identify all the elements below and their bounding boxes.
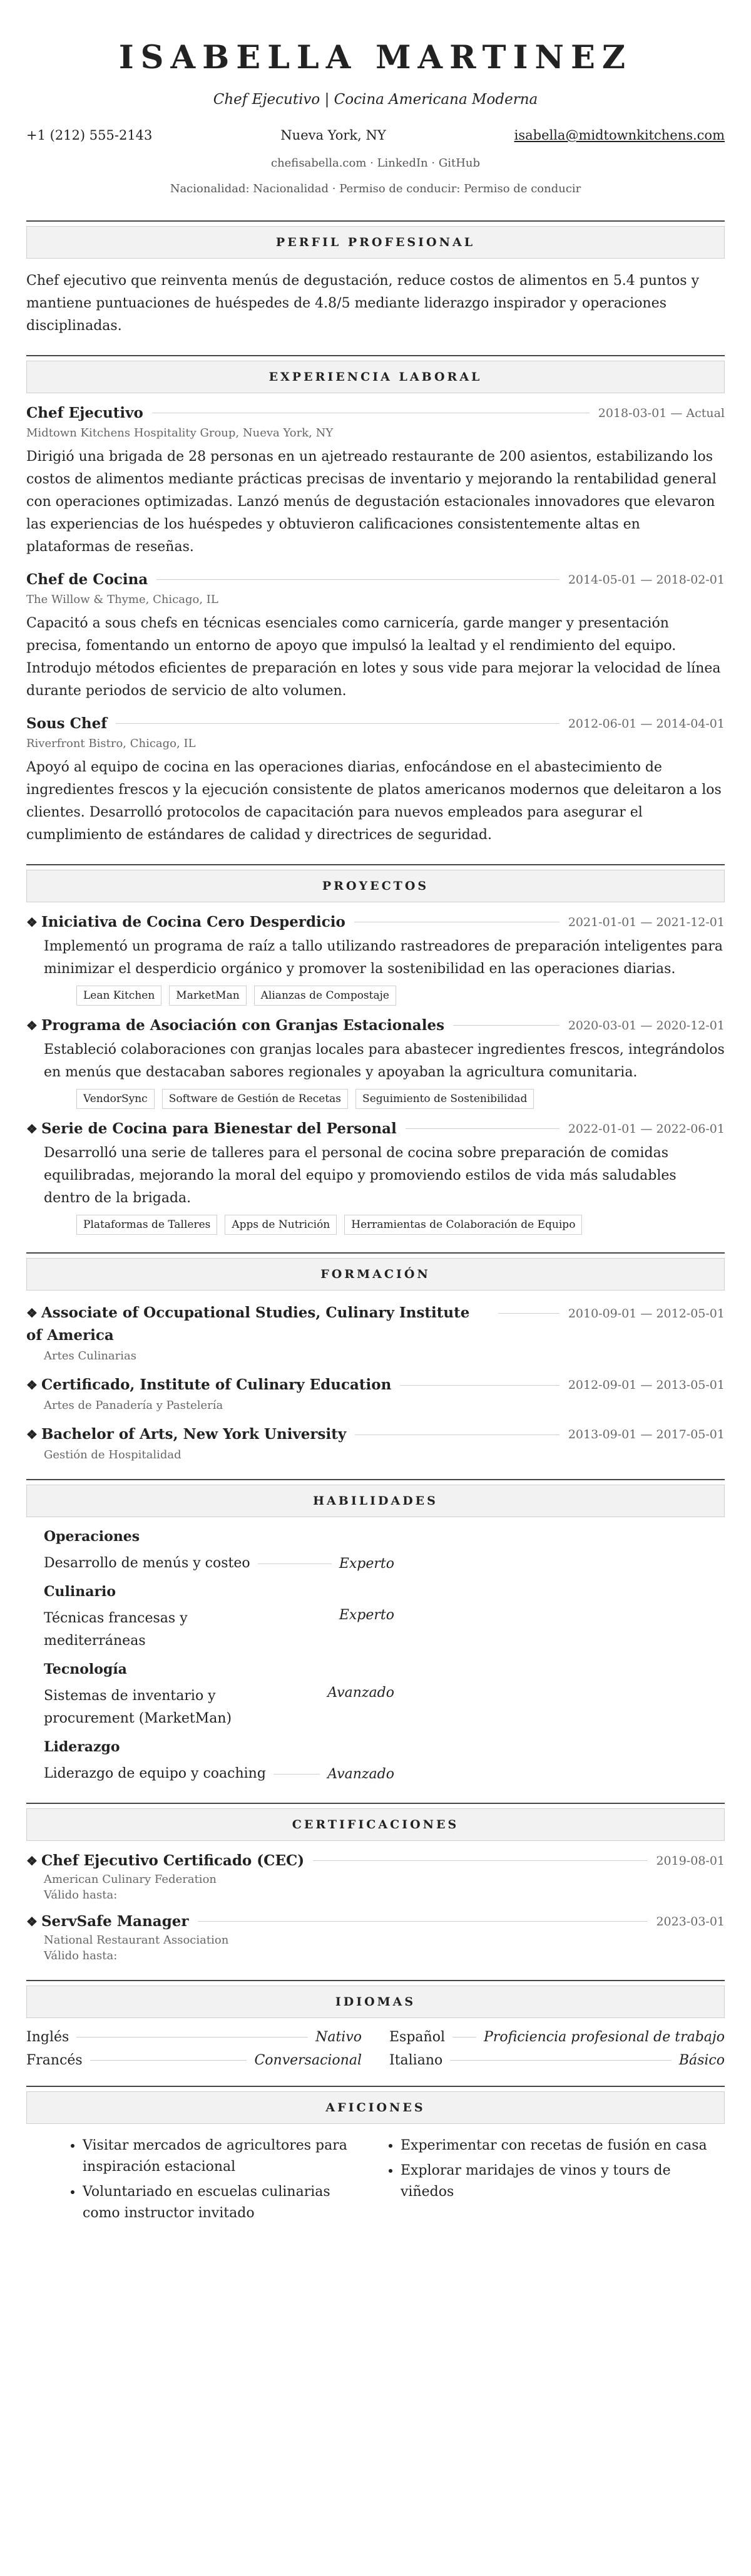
skill-level: Avanzado <box>327 1766 394 1782</box>
skill-level: Experto <box>339 1555 394 1572</box>
hobbies-list-right <box>382 2135 725 2228</box>
diamond-bullet-icon: ❖ <box>26 1378 38 1393</box>
language-level: Proficiencia profesional de trabajo <box>484 2029 725 2045</box>
education-entry <box>26 1423 725 1461</box>
divider <box>450 2060 672 2061</box>
divider <box>76 2037 308 2038</box>
skill-group <box>26 1661 725 1730</box>
project-name: Iniciativa de Cocina Cero Desperdicio <box>41 914 345 930</box>
education-dates: 2012-09-01 — 2013-05-01 <box>568 1378 725 1392</box>
project-dates: 2022-01-01 — 2022-06-01 <box>568 1121 725 1136</box>
section-title: IDIOMAS <box>26 1986 725 2018</box>
languages-section <box>26 1980 725 2068</box>
education-dates: 2010-09-01 — 2012-05-01 <box>568 1307 725 1321</box>
tag: VendorSync <box>76 1089 155 1109</box>
divider <box>273 1774 320 1775</box>
section-title: CERTIFICACIONES <box>26 1808 725 1841</box>
education-field: Artes Culinarias <box>44 1349 136 1363</box>
hobbies-section <box>26 2086 725 2228</box>
job-dates: 2014-05-01 — 2018-02-01 <box>568 572 725 587</box>
section-title: EXPERIENCIA LABORAL <box>26 361 725 393</box>
hobbies-list-left <box>26 2135 369 2228</box>
profile-links[interactable]: chefisabella.com · LinkedIn · GitHub <box>270 157 481 170</box>
degree-name: Associate of Occupational Studies, Culinary Institute of America <box>26 1304 470 1344</box>
language-name: Inglés <box>26 2029 69 2045</box>
candidate-subtitle: Chef Ejecutivo | Cocina Americana Moderna <box>213 91 538 108</box>
certification-issuer: American Culinary Federation <box>44 1873 217 1886</box>
language-item <box>389 2053 725 2068</box>
valid-until: Válido hasta: <box>44 1888 118 1902</box>
hobby-item: • Visitar mercados de agricultores para inspiración estacional <box>83 2135 369 2178</box>
education-field: Gestión de Hospitalidad <box>44 1448 181 1461</box>
skill-category: Culinario <box>44 1584 116 1600</box>
skill-name: Técnicas francesas y mediterráneas <box>44 1610 188 1649</box>
certification-issuer: National Restaurant Association <box>44 1934 229 1947</box>
skill-group <box>26 1584 725 1652</box>
project-name: Programa de Asociación con Granjas Estacionales <box>41 1017 445 1034</box>
languages-grid <box>26 2029 725 2068</box>
tag: MarketMan <box>169 986 246 1006</box>
project-tags <box>26 1089 725 1109</box>
education-entry <box>26 1302 725 1363</box>
certification-date: 2023-03-01 <box>656 1914 725 1929</box>
skill-level: Experto <box>339 1607 394 1623</box>
divider <box>313 1860 647 1861</box>
diamond-bullet-icon: ❖ <box>26 1853 38 1868</box>
language-item <box>26 2029 362 2045</box>
skill-group <box>26 1528 725 1575</box>
project-entry <box>26 1017 725 1109</box>
email-link[interactable]: isabella@midtownkitchens.com <box>514 128 725 143</box>
contact-row <box>26 128 725 143</box>
certifications-section <box>26 1803 725 1962</box>
skill-group <box>26 1739 725 1785</box>
diamond-bullet-icon: ❖ <box>26 1427 38 1442</box>
section-title: HABILIDADES <box>26 1485 725 1517</box>
hobbies-grid <box>26 2135 725 2228</box>
education-section <box>26 1252 725 1461</box>
certification-entry <box>26 1913 725 1962</box>
skills-section <box>26 1479 725 1785</box>
job-role: Chef Ejecutivo <box>26 404 143 421</box>
job-dates: 2018-03-01 — Actual <box>598 406 725 420</box>
tag: Plataformas de Talleres <box>76 1215 217 1235</box>
language-level: Conversacional <box>254 2053 362 2068</box>
tag: Alianzas de Compostaje <box>254 986 396 1006</box>
certification-name: ServSafe Manager <box>41 1913 189 1930</box>
divider <box>198 1921 648 1922</box>
divider <box>453 1025 559 1026</box>
diamond-bullet-icon: ❖ <box>26 1306 38 1321</box>
project-desc: Implementó un programa de raíz a tallo utilizando rastreadores de preparación inteligentes para minimizar el desperdicio orgánico y promover la sostenibilidad en las operaciones diarias. <box>44 939 723 977</box>
tag: Lean Kitchen <box>76 986 161 1006</box>
project-desc: Estableció colaboraciones con granjas locales para abastecer ingredientes frescos, integrándolos en menús que destacaban sabores regionales y apoyaban la agricultura comunitaria. <box>44 1042 725 1080</box>
job-entry <box>26 571 725 703</box>
job-desc: Dirigió una brigada de 28 personas en un ajetreado restaurante de 200 asientos, estabilizando los costos de alimentos mediante prácticas precisas de inventario y mejorando la rentabilidad general con operaciones optimizadas. Lanzó menús de degustación estacionales innovadores que elevaron las experiencias de los huéspedes y obtuvieron calificaciones consistentemente altas en plataformas de reseñas. <box>26 449 717 555</box>
project-tags <box>26 986 725 1006</box>
education-entry <box>26 1374 725 1412</box>
skill-level: Avanzado <box>327 1685 394 1701</box>
profile-text: Chef ejecutivo que reinventa menús de degustación, reduce costos de alimentos en 5.4 puntos y mantiene puntuaciones de huéspedes de 4.8/5 mediante liderazgo inspirador y operaciones disciplinadas. <box>26 273 700 334</box>
language-level: Nativo <box>315 2029 362 2045</box>
divider <box>498 1313 559 1314</box>
skill-category: Operaciones <box>44 1528 140 1545</box>
job-role: Chef de Cocina <box>26 571 148 588</box>
certification-name: Chef Ejecutivo Certificado (CEC) <box>41 1852 305 1869</box>
hobby-item: • Experimentar con recetas de fusión en casa <box>401 2135 725 2156</box>
education-dates: 2013-09-01 — 2017-05-01 <box>568 1428 725 1441</box>
diamond-bullet-icon: ❖ <box>26 1121 38 1136</box>
job-org: Riverfront Bistro, Chicago, IL <box>26 737 196 750</box>
skill-category: Tecnología <box>44 1661 127 1677</box>
diamond-bullet-icon: ❖ <box>26 1018 38 1033</box>
skill-name: Liderazgo de equipo y coaching <box>44 1766 266 1781</box>
phone: +1 (212) 555-2143 <box>26 128 153 143</box>
language-level: Básico <box>678 2053 725 2068</box>
valid-until: Válido hasta: <box>44 1949 118 1962</box>
project-entry <box>26 1120 725 1235</box>
tag: Software de Gestión de Recetas <box>162 1089 348 1109</box>
section-title: FORMACIÓN <box>26 1258 725 1291</box>
section-title: PROYECTOS <box>26 870 725 902</box>
divider <box>400 1385 559 1386</box>
project-dates: 2020-03-01 — 2020-12-01 <box>568 1018 725 1033</box>
divider <box>90 2060 247 2061</box>
tag: Apps de Nutrición <box>225 1215 337 1235</box>
language-item <box>26 2053 362 2068</box>
language-item <box>389 2029 725 2045</box>
job-dates: 2012-06-01 — 2014-04-01 <box>568 716 725 731</box>
candidate-name: ISABELLA MARTINEZ <box>118 39 633 76</box>
language-name: Español <box>389 2029 445 2045</box>
tag: Seguimiento de Sostenibilidad <box>355 1089 534 1109</box>
tag: Herramientas de Colaboración de Equipo <box>344 1215 582 1235</box>
project-desc: Desarrolló una serie de talleres para el personal de cocina sobre preparación de comidas equilibradas, mejorando la moral del equipo y promoviendo estilos de vida más saludables dentro de la brigada. <box>44 1145 677 1206</box>
experience-section <box>26 355 725 847</box>
certification-entry <box>26 1852 725 1902</box>
job-org: The Willow & Thyme, Chicago, IL <box>26 593 218 606</box>
divider <box>116 723 559 724</box>
skill-name: Desarrollo de menús y costeo <box>44 1555 250 1571</box>
job-role: Sous Chef <box>26 715 108 732</box>
hobby-item: • Voluntariado en escuelas culinarias como instructor invitado <box>83 2182 369 2224</box>
projects-section <box>26 864 725 1235</box>
diamond-bullet-icon: ❖ <box>26 1914 38 1929</box>
job-org: Midtown Kitchens Hospitality Group, Nueva York, NY <box>26 426 334 440</box>
skill-category: Liderazgo <box>44 1739 120 1755</box>
section-title: PERFIL PROFESIONAL <box>26 226 725 259</box>
location: Nueva York, NY <box>280 128 386 143</box>
degree-name: Bachelor of Arts, New York University <box>41 1426 347 1443</box>
degree-name: Certificado, Institute of Culinary Education <box>41 1376 392 1393</box>
certification-date: 2019-08-01 <box>656 1853 725 1868</box>
project-dates: 2021-01-01 — 2021-12-01 <box>568 915 725 929</box>
profile-section <box>26 220 725 337</box>
project-entry <box>26 914 725 1006</box>
divider <box>452 2037 476 2038</box>
diamond-bullet-icon: ❖ <box>26 915 38 930</box>
hobby-item: • Explorar maridajes de vinos y tours de viñedos <box>401 2160 725 2203</box>
divider <box>156 579 559 580</box>
project-tags <box>26 1215 725 1235</box>
divider <box>406 1128 559 1129</box>
language-name: Francés <box>26 2053 83 2068</box>
language-name: Italiano <box>389 2053 443 2068</box>
job-entry <box>26 404 725 559</box>
job-desc: Capacitó a sous chefs en técnicas esenciales como carnicería, garde manger y presentación precisa, fomentando un entorno de apoyo que impulsó la lealtad y el rendimiento del equipo. Introdujo métodos eficientes de preparación en lotes y sous vide para mejorar la velocidad de línea durante periodos de servicio de alto volumen. <box>26 616 721 699</box>
job-desc: Apoyó al equipo de cocina en las operaciones diarias, enfocándose en el abastecimiento de ingredientes frescos y la ejecución consistente de platos americanos modernos que deleitaron a los clientes. Desarrolló protocolos de capacitación para nuevos empleados para asegurar el cumplimiento de estándares de calidad y directrices de seguridad. <box>26 760 722 843</box>
education-field: Artes de Panadería y Pastelería <box>44 1399 223 1412</box>
skill-name: Sistemas de inventario y procurement (MarketMan) <box>44 1688 232 1726</box>
job-entry <box>26 715 725 847</box>
section-title: AFICIONES <box>26 2091 725 2124</box>
nationality-line: Nacionalidad: Nacionalidad · Permiso de conducir: Permiso de conducir <box>170 182 581 195</box>
project-name: Serie de Cocina para Bienestar del Personal <box>41 1120 397 1137</box>
